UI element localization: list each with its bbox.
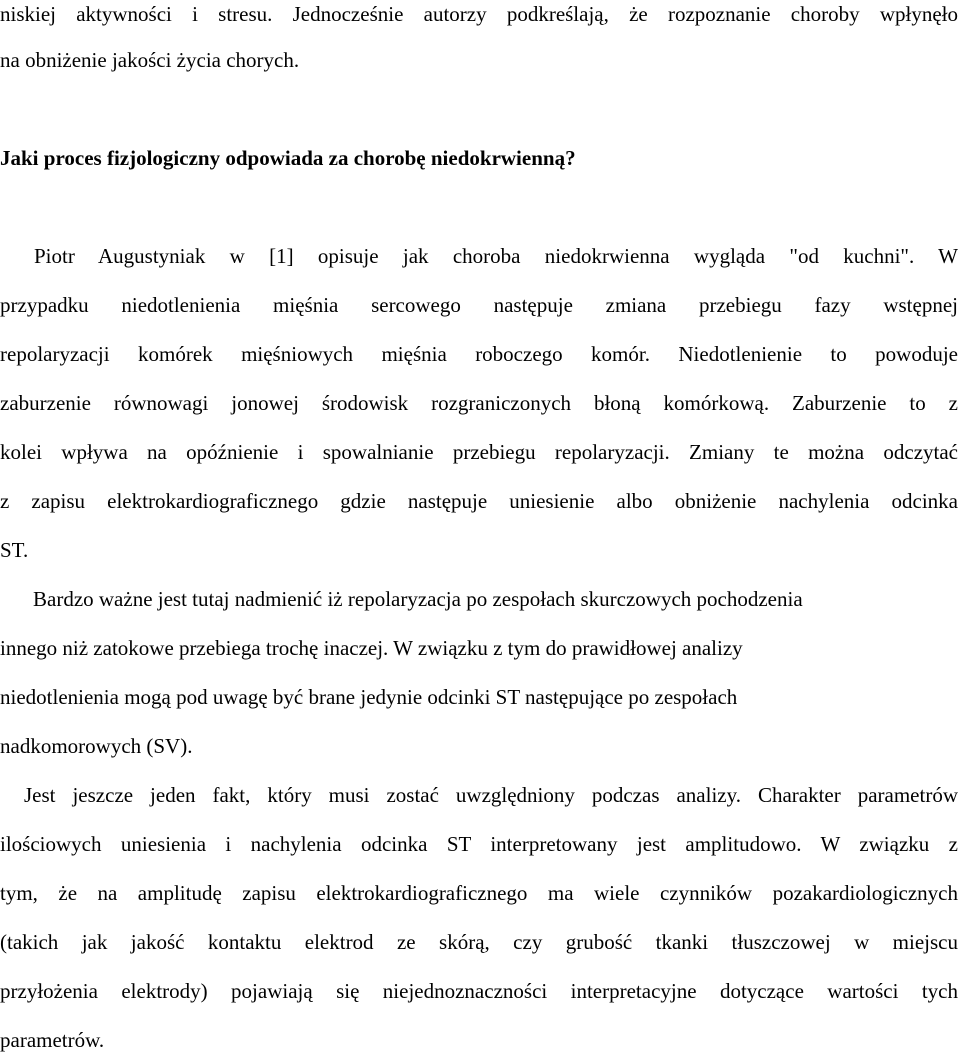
paragraph1-line-4: zaburzenie równowagi jonowej środowisk rozgraniczonych błoną komórkową. Zaburzenie to z (0, 391, 958, 415)
paragraph1-line-6: z zapisu elektrokardiograficznego gdzie następuje uniesienie albo obniżenie nachylenia odcinka (0, 489, 958, 513)
paragraph2-line-2: innego niż zatokowe przebiega trochę inaczej. W związku z tym do prawidłowej analizy (0, 636, 743, 660)
paragraph3-line-1: Jest jeszcze jeden fakt, który musi zostać uwzględniony podczas analizy. Charakter parametrów (24, 783, 958, 807)
paragraph2-line-3: niedotlenienia mogą pod uwagę być brane jedynie odcinki ST następujące po zespołach (0, 685, 738, 709)
paragraph2-line-1: Bardzo ważne jest tutaj nadmienić iż repolaryzacja po zespołach skurczowych pochodzenia (33, 587, 803, 611)
paragraph3-line-4: (takich jak jakość kontaktu elektrod ze skórą, czy grubość tkanki tłuszczowej w miejscu (0, 930, 958, 954)
paragraph1-line-3: repolaryzacji komórek mięśniowych mięśnia roboczego komór. Niedotlenienie to powoduje (0, 342, 958, 366)
continuation-line-1: niskiej aktywności i stresu. Jednocześnie autorzy podkreślają, że rozpoznanie choroby wpłynęło (0, 2, 958, 26)
continuation-line-2: na obniżenie jakości życia chorych. (0, 48, 300, 72)
paragraph3-line-5: przyłożenia elektrody) pojawiają się niejednoznaczności interpretacyjne dotyczące wartości tych (0, 979, 958, 1003)
paragraph1-line-7: ST. (0, 538, 29, 562)
paragraph2-line-4: nadkomorowych (SV). (0, 734, 193, 758)
paragraph3-line-6: parametrów. (0, 1028, 105, 1052)
paragraph3-line-2: ilościowych uniesienia i nachylenia odcinka ST interpretowany jest amplitudowo. W związku z (0, 832, 958, 856)
paragraph1-line-2: przypadku niedotlenienia mięśnia sercowego następuje zmiana przebiegu fazy wstępnej (0, 293, 958, 317)
paragraph1-line-5: kolei wpływa na opóźnienie i spowalnianie przebiegu repolaryzacji. Zmiany te można odczytać (0, 440, 958, 464)
section-heading: Jaki proces fizjologiczny odpowiada za chorobę niedokrwienną? (0, 146, 576, 170)
paragraph1-line-1: Piotr Augustyniak w [1] opisuje jak choroba niedokrwienna wygląda "od kuchni". W (34, 244, 958, 268)
paragraph3-line-3: tym, że na amplitudę zapisu elektrokardiograficznego ma wiele czynników pozakardiologicznych (0, 881, 958, 905)
